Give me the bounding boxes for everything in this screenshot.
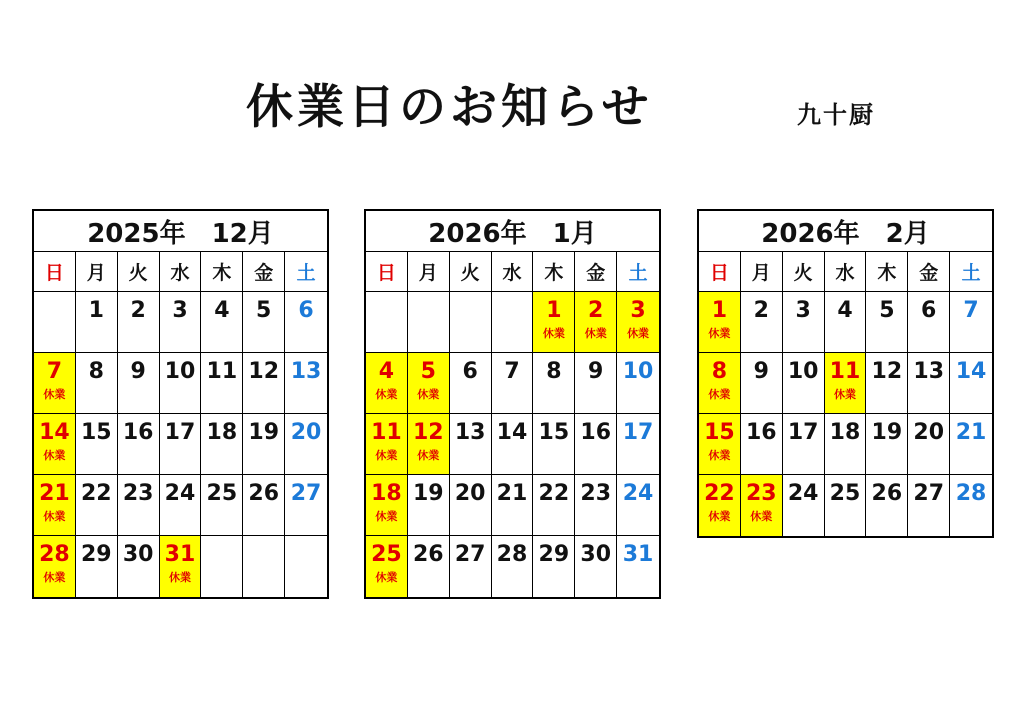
day-number: 12 xyxy=(871,359,903,384)
day-number: 23 xyxy=(745,481,777,506)
day-cell xyxy=(908,292,950,353)
day-number: 11 xyxy=(206,359,238,384)
day-number: 27 xyxy=(454,542,486,567)
weekday-header: 土 xyxy=(950,252,992,292)
day-cell xyxy=(617,536,659,597)
empty-day-cell xyxy=(408,292,450,353)
empty-day-cell xyxy=(492,292,534,353)
day-number: 9 xyxy=(753,359,769,384)
day-number: 6 xyxy=(462,359,478,384)
weekday-header: 木 xyxy=(866,252,908,292)
day-number: 20 xyxy=(454,481,486,506)
day-cell xyxy=(201,475,243,536)
day-number: 22 xyxy=(80,481,112,506)
day-cell xyxy=(741,353,783,414)
day-cell xyxy=(160,353,202,414)
weekday-header: 火 xyxy=(118,252,160,292)
day-cell xyxy=(34,414,76,475)
day-cell xyxy=(160,292,202,353)
day-number: 16 xyxy=(745,420,777,445)
weekday-header: 月 xyxy=(741,252,783,292)
day-number: 13 xyxy=(913,359,945,384)
day-cell xyxy=(243,292,285,353)
day-number: 25 xyxy=(829,481,861,506)
day-cell xyxy=(408,475,450,536)
day-number: 21 xyxy=(955,420,987,445)
day-number: 21 xyxy=(496,481,528,506)
day-cell xyxy=(34,536,76,597)
day-number: 7 xyxy=(504,359,520,384)
calendar-month-heading: 2026年 1月 xyxy=(366,211,659,252)
day-cell xyxy=(825,353,867,414)
day-number: 17 xyxy=(622,420,654,445)
day-cell xyxy=(950,292,992,353)
calendar-2026-02 xyxy=(697,209,994,538)
weekday-header: 木 xyxy=(533,252,575,292)
day-cell xyxy=(160,414,202,475)
day-number: 19 xyxy=(871,420,903,445)
closed-label: 休業 xyxy=(542,327,565,340)
closed-label: 休業 xyxy=(375,510,398,523)
day-number: 27 xyxy=(290,481,322,506)
day-cell xyxy=(950,353,992,414)
closed-label: 休業 xyxy=(43,510,66,523)
weekday-header: 月 xyxy=(76,252,118,292)
calendar-2026-01 xyxy=(364,209,661,599)
day-number: 19 xyxy=(248,420,280,445)
day-cell xyxy=(366,536,408,597)
empty-day-cell xyxy=(201,536,243,597)
day-number: 6 xyxy=(298,298,314,323)
closed-label: 休業 xyxy=(43,449,66,462)
weekday-header: 金 xyxy=(243,252,285,292)
day-cell xyxy=(366,414,408,475)
day-number: 4 xyxy=(214,298,230,323)
closed-label: 休業 xyxy=(43,388,66,401)
day-cell xyxy=(741,414,783,475)
weekday-header: 水 xyxy=(825,252,867,292)
day-number: 24 xyxy=(164,481,196,506)
day-number: 24 xyxy=(787,481,819,506)
closed-label: 休業 xyxy=(627,327,650,340)
day-cell xyxy=(76,475,118,536)
day-number: 11 xyxy=(829,359,861,384)
day-cell xyxy=(950,414,992,475)
day-cell xyxy=(533,536,575,597)
closed-label: 休業 xyxy=(708,449,731,462)
day-cell xyxy=(118,536,160,597)
day-number: 20 xyxy=(290,420,322,445)
day-cell xyxy=(908,475,950,536)
weekday-header: 金 xyxy=(575,252,617,292)
weekday-header: 月 xyxy=(408,252,450,292)
day-number: 10 xyxy=(164,359,196,384)
weekday-header: 火 xyxy=(783,252,825,292)
day-number: 25 xyxy=(371,542,402,567)
day-number: 29 xyxy=(80,542,112,567)
day-number: 23 xyxy=(580,481,612,506)
day-cell xyxy=(201,414,243,475)
day-number: 18 xyxy=(206,420,238,445)
day-cell xyxy=(866,475,908,536)
day-cell xyxy=(492,353,534,414)
closed-label: 休業 xyxy=(375,571,398,584)
day-cell xyxy=(76,536,118,597)
empty-day-cell xyxy=(366,292,408,353)
day-number: 16 xyxy=(122,420,154,445)
day-number: 18 xyxy=(829,420,861,445)
empty-day-cell xyxy=(243,536,285,597)
day-number: 24 xyxy=(622,481,654,506)
calendar-grid xyxy=(366,252,659,597)
day-cell xyxy=(34,475,76,536)
day-cell xyxy=(243,414,285,475)
day-number: 5 xyxy=(879,298,895,323)
day-cell xyxy=(741,292,783,353)
weekday-header: 土 xyxy=(285,252,327,292)
day-cell xyxy=(617,292,659,353)
day-cell xyxy=(118,475,160,536)
day-number: 15 xyxy=(538,420,570,445)
calendar-grid xyxy=(699,252,992,536)
day-number: 15 xyxy=(704,420,735,445)
day-number: 23 xyxy=(122,481,154,506)
day-number: 10 xyxy=(622,359,654,384)
day-number: 13 xyxy=(290,359,322,384)
day-number: 14 xyxy=(496,420,528,445)
day-number: 8 xyxy=(711,359,728,384)
day-number: 5 xyxy=(256,298,272,323)
day-cell xyxy=(699,414,741,475)
day-number: 6 xyxy=(921,298,937,323)
day-cell xyxy=(617,414,659,475)
day-cell xyxy=(783,292,825,353)
day-cell xyxy=(699,353,741,414)
shop-name: 九十厨 xyxy=(797,100,875,129)
closed-label: 休業 xyxy=(417,449,440,462)
weekday-header: 火 xyxy=(450,252,492,292)
day-cell xyxy=(243,353,285,414)
day-number: 14 xyxy=(39,420,70,445)
day-cell xyxy=(243,475,285,536)
day-cell xyxy=(285,353,327,414)
day-cell xyxy=(201,353,243,414)
day-cell xyxy=(408,536,450,597)
day-cell xyxy=(908,414,950,475)
day-number: 20 xyxy=(913,420,945,445)
day-number: 4 xyxy=(378,359,395,384)
day-number: 8 xyxy=(88,359,104,384)
day-cell xyxy=(533,414,575,475)
day-number: 31 xyxy=(622,542,654,567)
empty-day-cell xyxy=(450,292,492,353)
empty-day-cell xyxy=(285,536,327,597)
day-cell xyxy=(118,353,160,414)
day-cell xyxy=(866,353,908,414)
day-number: 7 xyxy=(963,298,979,323)
day-number: 12 xyxy=(248,359,280,384)
day-number: 30 xyxy=(580,542,612,567)
day-cell xyxy=(825,292,867,353)
closed-label: 休業 xyxy=(750,510,773,523)
closed-label: 休業 xyxy=(833,388,856,401)
day-number: 27 xyxy=(913,481,945,506)
weekday-header: 金 xyxy=(908,252,950,292)
day-number: 3 xyxy=(172,298,188,323)
day-number: 22 xyxy=(538,481,570,506)
day-number: 16 xyxy=(580,420,612,445)
day-cell xyxy=(533,353,575,414)
closed-label: 休業 xyxy=(168,571,191,584)
day-cell xyxy=(825,414,867,475)
day-cell xyxy=(866,292,908,353)
day-cell xyxy=(408,353,450,414)
day-cell xyxy=(866,414,908,475)
day-cell xyxy=(783,414,825,475)
day-number: 22 xyxy=(704,481,735,506)
day-cell xyxy=(950,475,992,536)
day-number: 21 xyxy=(39,481,70,506)
closed-label: 休業 xyxy=(417,388,440,401)
calendar-month-heading: 2026年 2月 xyxy=(699,211,992,252)
day-number: 9 xyxy=(130,359,146,384)
calendar-grid xyxy=(34,252,327,597)
day-number: 15 xyxy=(80,420,112,445)
closed-label: 休業 xyxy=(584,327,607,340)
weekday-header: 木 xyxy=(201,252,243,292)
day-cell xyxy=(34,353,76,414)
page-title: 休業日のお知らせ xyxy=(246,80,653,135)
day-cell xyxy=(450,536,492,597)
day-cell xyxy=(533,292,575,353)
day-cell xyxy=(160,475,202,536)
day-cell xyxy=(699,292,741,353)
day-number: 25 xyxy=(206,481,238,506)
day-cell xyxy=(492,536,534,597)
closed-label: 休業 xyxy=(708,510,731,523)
day-number: 30 xyxy=(122,542,154,567)
day-cell xyxy=(366,353,408,414)
day-number: 26 xyxy=(248,481,280,506)
weekday-header: 日 xyxy=(34,252,76,292)
calendar-month-heading: 2025年 12月 xyxy=(34,211,327,252)
closed-label: 休業 xyxy=(375,388,398,401)
day-cell xyxy=(699,475,741,536)
day-number: 2 xyxy=(588,298,604,323)
weekday-header: 水 xyxy=(492,252,534,292)
day-cell xyxy=(492,414,534,475)
day-cell xyxy=(908,353,950,414)
day-cell xyxy=(160,536,202,597)
day-number: 9 xyxy=(588,359,604,384)
day-cell xyxy=(450,414,492,475)
day-number: 3 xyxy=(630,298,646,323)
day-number: 10 xyxy=(787,359,819,384)
day-cell xyxy=(783,353,825,414)
day-cell xyxy=(741,475,783,536)
weekday-header: 日 xyxy=(699,252,741,292)
day-cell xyxy=(285,414,327,475)
day-cell xyxy=(285,475,327,536)
empty-day-cell xyxy=(34,292,76,353)
weekday-header: 土 xyxy=(617,252,659,292)
closed-label: 休業 xyxy=(375,449,398,462)
day-number: 4 xyxy=(837,298,853,323)
day-cell xyxy=(450,353,492,414)
day-number: 28 xyxy=(39,542,70,567)
day-cell xyxy=(575,536,617,597)
calendar-2025-12 xyxy=(32,209,329,599)
day-number: 2 xyxy=(753,298,769,323)
day-number: 17 xyxy=(787,420,819,445)
day-cell xyxy=(783,475,825,536)
day-cell xyxy=(118,292,160,353)
day-cell xyxy=(76,353,118,414)
day-cell xyxy=(617,353,659,414)
day-cell xyxy=(825,475,867,536)
day-number: 26 xyxy=(412,542,444,567)
day-number: 19 xyxy=(412,481,444,506)
day-cell xyxy=(408,414,450,475)
day-cell xyxy=(492,475,534,536)
day-number: 29 xyxy=(538,542,570,567)
day-number: 1 xyxy=(711,298,728,323)
day-number: 1 xyxy=(546,298,562,323)
day-cell xyxy=(575,475,617,536)
day-number: 13 xyxy=(454,420,486,445)
day-cell xyxy=(76,292,118,353)
weekday-header: 日 xyxy=(366,252,408,292)
day-cell xyxy=(76,414,118,475)
day-cell xyxy=(617,475,659,536)
day-number: 1 xyxy=(88,298,104,323)
day-cell xyxy=(533,475,575,536)
day-number: 28 xyxy=(955,481,987,506)
day-number: 28 xyxy=(496,542,528,567)
day-number: 3 xyxy=(795,298,811,323)
day-number: 31 xyxy=(164,542,196,567)
day-cell xyxy=(201,292,243,353)
day-number: 14 xyxy=(955,359,987,384)
day-number: 17 xyxy=(164,420,196,445)
day-number: 12 xyxy=(412,420,444,445)
weekday-header: 水 xyxy=(160,252,202,292)
day-number: 2 xyxy=(130,298,146,323)
day-cell xyxy=(575,353,617,414)
day-cell xyxy=(118,414,160,475)
closed-label: 休業 xyxy=(43,571,66,584)
closed-label: 休業 xyxy=(708,388,731,401)
day-number: 26 xyxy=(871,481,903,506)
day-number: 7 xyxy=(46,359,63,384)
day-number: 8 xyxy=(546,359,562,384)
day-cell xyxy=(575,414,617,475)
day-cell xyxy=(285,292,327,353)
day-cell xyxy=(450,475,492,536)
day-cell xyxy=(575,292,617,353)
day-cell xyxy=(366,475,408,536)
day-number: 18 xyxy=(371,481,402,506)
day-number: 5 xyxy=(420,359,436,384)
closed-label: 休業 xyxy=(708,327,731,340)
day-number: 11 xyxy=(371,420,402,445)
